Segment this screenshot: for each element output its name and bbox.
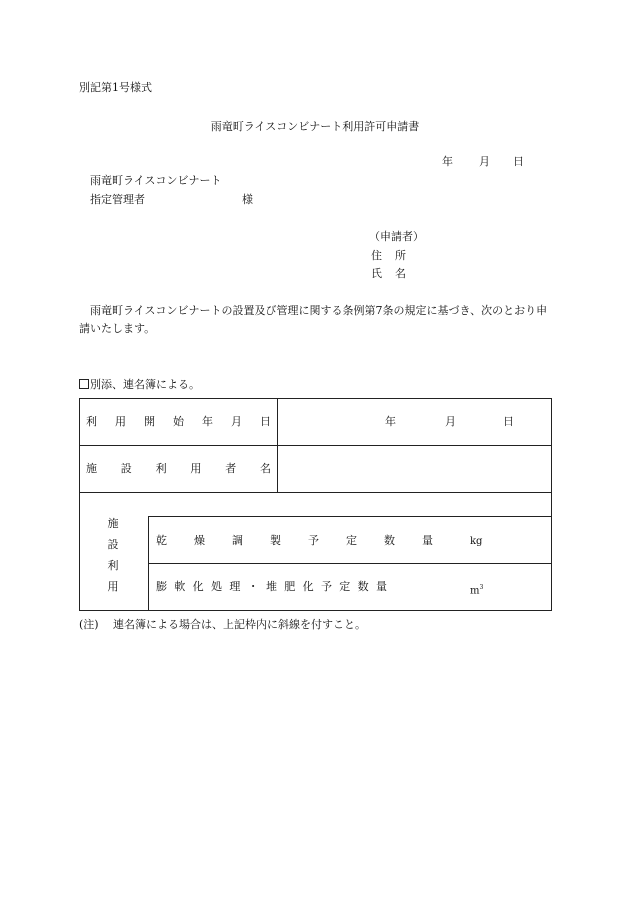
label-char: 理 (229, 580, 241, 593)
label-char: 予 (308, 534, 319, 547)
label-char: 堆 (265, 580, 277, 593)
document-title: 雨竜町ライスコンビナート利用許可申請書 (210, 120, 420, 133)
addressee-honorific: 様 (242, 193, 253, 206)
table-column-divider (277, 398, 278, 493)
start-month-label: 月 (445, 415, 456, 428)
label-char: 処 (210, 580, 222, 593)
label-char: 量 (422, 534, 433, 547)
table-border-top (79, 398, 552, 399)
address-char: 所 (395, 249, 406, 262)
label-char: 日 (260, 415, 271, 428)
name-char: 氏 (371, 267, 382, 280)
start-day-label: 日 (503, 415, 514, 428)
label-char: 数 (357, 580, 369, 593)
puffing-unit-base: m (470, 585, 480, 597)
label-char: 利 (86, 415, 97, 428)
label-char: 予 (320, 580, 332, 593)
drying-unit: kg (470, 536, 483, 547)
label-char: 製 (270, 534, 281, 547)
label-char: 数 (384, 534, 395, 547)
table-border-right (551, 398, 552, 611)
label-char: 燥 (194, 534, 205, 547)
label-char: 開 (144, 415, 155, 428)
puffing-unit-exponent: 3 (479, 584, 484, 591)
label-char: 設 (107, 538, 119, 551)
label-char: 施 (107, 517, 119, 530)
puffing-quantity-field[interactable] (395, 565, 467, 609)
label-char: ・ (247, 580, 259, 593)
label-char: 用 (107, 580, 119, 593)
label-char: 利 (155, 462, 167, 475)
attachment-option (79, 378, 200, 392)
table-divider (79, 445, 552, 446)
applicant-label: （申請者） (369, 230, 424, 243)
date-day-label: 日 (513, 155, 524, 168)
table-divider (79, 492, 552, 493)
label-char: 量 (375, 580, 387, 593)
addressee-manager: 指定管理者 (90, 193, 145, 206)
label-char: 調 (232, 534, 243, 547)
date-year-label: 年 (442, 155, 453, 168)
label-char: 月 (231, 415, 242, 428)
note-label: (注) (79, 618, 99, 631)
label-char: 設 (120, 462, 132, 475)
table-divider (148, 563, 552, 564)
table-column-divider (148, 516, 149, 611)
label-char: 名 (259, 462, 271, 475)
start-year-label: 年 (385, 415, 396, 428)
label-char: 用 (115, 415, 126, 428)
addressee-facility: 雨竜町ライスコンビナート (90, 174, 222, 187)
label-char: 定 (346, 534, 357, 547)
label-char: 年 (202, 415, 213, 428)
table-divider (148, 516, 552, 517)
drying-quantity-label (156, 534, 433, 548)
label-char: 軟 (174, 580, 186, 593)
name-char: 名 (395, 267, 406, 280)
user-name-field[interactable] (279, 447, 550, 491)
puffing-unit (470, 581, 483, 598)
label-char: 用 (190, 462, 202, 475)
label-char: 定 (339, 580, 351, 593)
applicant-address-label (371, 249, 406, 263)
start-date-field[interactable] (279, 400, 550, 444)
label-char: 肥 (284, 580, 296, 593)
application-statement: 雨竜町ライスコンビナートの設置及び管理に関する条例第7条の規定に基づき、次のとおり申請いたします。 (79, 304, 548, 335)
start-date-label (86, 415, 271, 429)
table-border-left (79, 398, 80, 611)
label-char: 始 (173, 415, 184, 428)
attachment-option-label: 別添、連名簿による。 (90, 378, 200, 391)
form-number: 別記第1号様式 (79, 81, 152, 94)
table-border-bottom (79, 610, 552, 611)
facility-use-label (103, 513, 123, 597)
date-month-label: 月 (479, 155, 490, 168)
label-char: 施 (86, 462, 97, 475)
label-char: 化 (192, 580, 204, 593)
drying-quantity-field[interactable] (436, 518, 468, 562)
user-name-label (86, 462, 271, 476)
address-char: 住 (371, 249, 382, 262)
label-char: 者 (225, 462, 237, 475)
label-char: 膨 (156, 580, 167, 593)
attachment-checkbox[interactable] (79, 379, 89, 389)
applicant-name-label (371, 267, 406, 281)
label-char: 乾 (156, 534, 167, 547)
puffing-quantity-label (156, 580, 387, 594)
label-char: 利 (107, 559, 119, 572)
label-char: 化 (302, 580, 314, 593)
note-text: 連名簿による場合は、上記枠内に斜線を付すこと。 (113, 618, 366, 631)
